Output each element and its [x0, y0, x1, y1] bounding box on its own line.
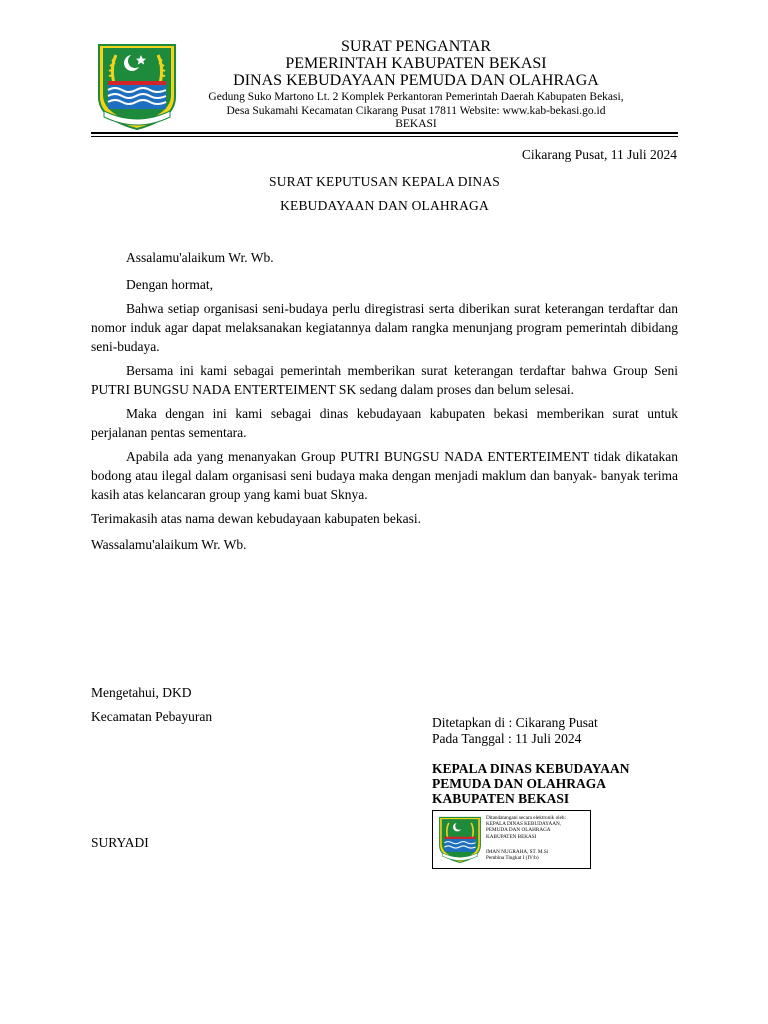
- acknowledged-district: Kecamatan Pebayuran: [91, 709, 213, 724]
- letter-subject-line-2: KEBUDAYAAN DAN OLAHRAGA: [280, 198, 489, 213]
- paragraph-4: Apabila ada yang menanyakan Group PUTRI BUNGSU NADA ENTERTEIMENT tidak dikatakan bodong atau ilegal dalam organisasi seni budaya maka dengan menjadi maklum dan banyak- banyak terima kasih atas kelancaran group yang kami buat Sknya.: [91, 449, 678, 502]
- signature-block: [432, 715, 630, 806]
- letterhead-address-line-3: BEKASI: [395, 118, 437, 130]
- letterhead-title: SURAT PENGANTAR: [341, 38, 491, 55]
- letterhead-office: DINAS KEBUDAYAAN PEMUDA DAN OLAHRAGA: [233, 72, 599, 89]
- stamp-signer-rank: Pembina Tingkat I (IV/b): [486, 855, 539, 862]
- closing-salutation: Wassalamu'alaikum Wr. Wb.: [91, 537, 247, 552]
- paragraph-3: Maka dengan ini kami sebagai dinas kebudayaan kabupaten bekasi memberikan surat untuk perjalanan pentas sementara.: [91, 406, 678, 440]
- electronic-signature-stamp: [432, 810, 591, 869]
- acknowledged-by: Mengetahui, DKD: [91, 685, 192, 700]
- signatory-office: [432, 761, 630, 806]
- greeting: Dengan hormat,: [126, 277, 213, 292]
- letterhead: [188, 38, 644, 132]
- stamp-signer-name: IMAN NUGRAHA, ST. M.Si: [486, 848, 549, 855]
- signatory-office-line-2: PEMUDA DAN OLAHRAGA: [432, 776, 606, 791]
- letterhead-government: PEMERINTAH KABUPATEN BEKASI: [285, 55, 547, 72]
- letter-date: Cikarang Pusat, 11 Juli 2024: [521, 147, 677, 162]
- stamp-line-2: KEPALA DINAS KEBUDAYAAN,: [486, 821, 561, 828]
- kabupaten-bekasi-emblem-small-icon: [438, 816, 482, 864]
- stamp-line-3: PEMUDA DAN OLAHRAGA: [486, 827, 551, 834]
- header-divider-thick: [91, 132, 678, 134]
- acknowledger-name: SURYADI: [91, 835, 149, 850]
- paragraph-2: Bersama ini kami sebagai pemerintah memberikan surat keterangan terdaftar bahwa Group Seni PUTRI BUNGSU NADA ENTERTEIMENT SK sedang dalam proses dan belum selesai.: [91, 363, 678, 397]
- stamp-line-1: Ditandatangani secara elektronik oleh:: [486, 815, 566, 821]
- letterhead-address-line-1: Gedung Suko Martono Lt. 2 Komplek Perkantoran Pemerintah Daerah Kabupaten Bekasi,: [208, 91, 624, 103]
- stamp-line-4: KABUPATEN BEKASI: [486, 833, 537, 840]
- issued-date: Pada Tanggal : 11 Juli 2024: [432, 731, 582, 746]
- opening-salutation: Assalamu'alaikum Wr. Wb.: [126, 250, 274, 265]
- paragraph-5: Terimakasih atas nama dewan kebudayaan kabupaten bekasi.: [91, 511, 422, 526]
- paragraph-1: Bahwa setiap organisasi seni-budaya perlu diregistrasi serta diberikan surat keterangan terdaftar dan nomor induk agar dapat melaksanakan kegiatannya dalam rangka menunjang program pemerintah dibidang seni-budaya.: [91, 301, 678, 354]
- letter-subject-line-1: SURAT KEPUTUSAN KEPALA DINAS: [268, 174, 500, 189]
- issued-place: Ditetapkan di : Cikarang Pusat: [432, 715, 598, 730]
- stamp-text: [486, 815, 588, 861]
- signatory-office-line-3: KABUPATEN BEKASI: [432, 791, 570, 806]
- letterhead-address-line-2: Desa Sukamahi Kecamatan Cikarang Pusat 17811 Website: www.kab-bekasi.go.id: [226, 104, 606, 117]
- kabupaten-bekasi-emblem-icon: [96, 43, 178, 131]
- signatory-office-line-1: KEPALA DINAS KEBUDAYAAN: [432, 761, 630, 776]
- header-divider-thin: [91, 136, 678, 137]
